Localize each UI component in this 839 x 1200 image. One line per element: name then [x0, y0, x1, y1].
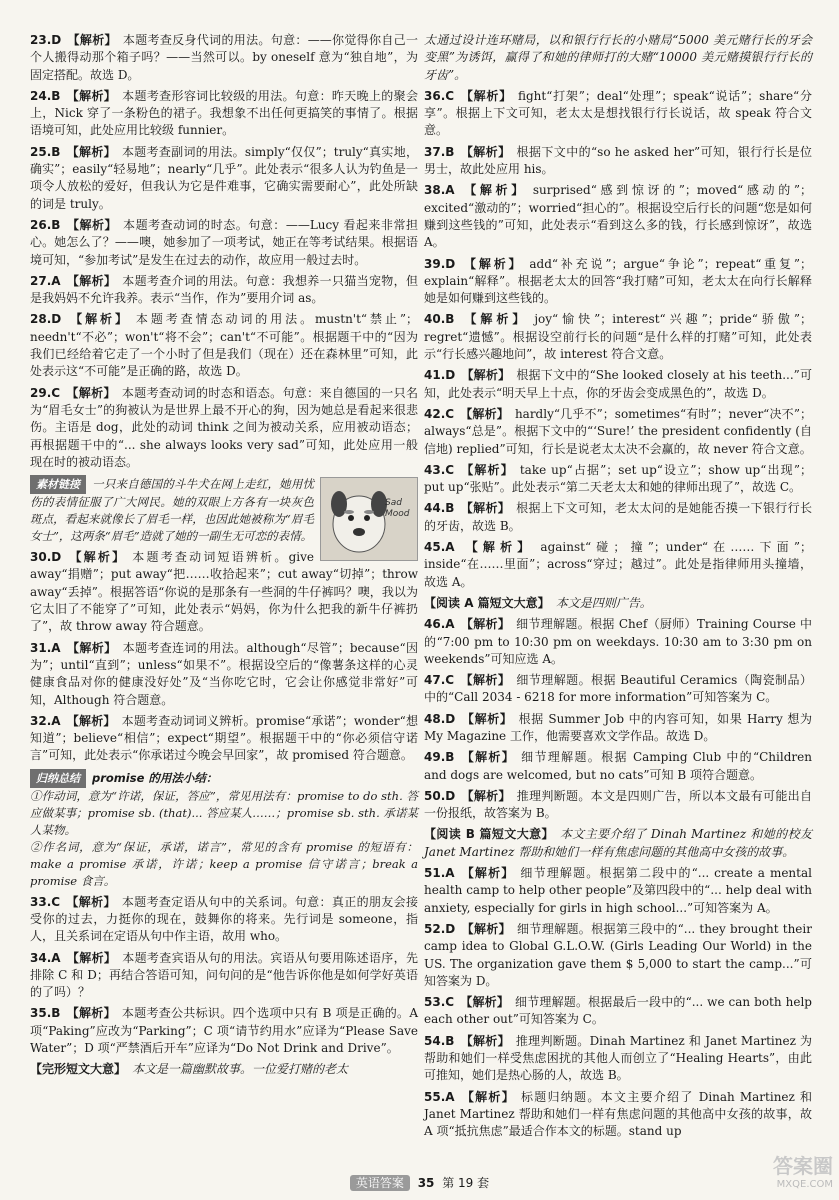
dog-caption: Sad Mood [385, 498, 410, 520]
watermark: 答案圈 MXQE.COM [773, 1154, 833, 1190]
entry-44: 44.B【 解析 】 根据上下文可知，老太太问的是她能否摸一下银行行长的牙齿，故选 B。 [424, 500, 812, 535]
entry-54: 54.B【 解析 】 推理判断题。Dinah Martinez 和 Janet Martinez 为帮助和她们一样受焦虑困扰的其他人而创立了“Healing Hearts”，由此可推知，她们是热心肠的人，故选 B。 [424, 1033, 812, 1085]
entry-34: 34.A【 解析 】 本题考查宾语从句的用法。宾语从句要用陈述语序，先排除 C 和 D；再结合答语可知，问句问的是“他告诉你他是如何学好英语的了吗）？ [30, 950, 418, 1002]
entry-55: 55.A【 解析 】 标题归纳题。本文主要介绍了 Dinah Martinez 和 Janet Martinez 帮助和她们一样有焦虑问题的其他高中女孩的故事，故 A 项“抵抗焦虑”最适合作本文的标题。stand up [424, 1089, 812, 1141]
entry-47: 47.C【 解析 】 细节理解题。根据 Beautiful Ceramics（陶瓷制品）中的“Call 2034 - 6218 for more information”可知答案为 C。 [424, 672, 812, 707]
entry-52: 52.D【 解析 】 细节理解题。根据第三段中的“... they brought their camp idea to Global G.L.O.W. (Girls Leading Our World) in the US. The organization gave them $ 5,000 to start the camp...”可知答案为 D。 [424, 921, 812, 990]
footer-brand: 英语答案 [350, 1175, 410, 1191]
entry-36: 36.C【 解析 】 fight“打架”；deal“处理”；speak“说话”；share“分享”。根据上下文可知，老太太是想找银行行长说话，故 speak 符合文意。 [424, 88, 812, 140]
entry-43: 43.C【 解析 】 take up“占据”；set up“设立”；show up“出现”；put up“张贴”。此处表示“第二天老太太和她的律师出现了”，故选 C。 [424, 462, 812, 497]
dog-photo [320, 477, 418, 561]
material-label: 素材链接 [30, 475, 86, 494]
summary-label: 归纳总结 [30, 769, 86, 788]
entry-49: 49.B【 解析 】 细节理解题。根据 Camping Club 中的“Children and dogs are welcomed, but no cats”可知 B 项符合题意。 [424, 749, 812, 784]
entry-39: 39.D【 解析 】 add“补充说”；argue“争论”；repeat“重复”；explain“解释”。根据老太太的回答“我打赌”可知，老太太在向行长解释她是如何赚到这些钱的。 [424, 256, 812, 308]
entry-38: 38.A【 解析 】 surprised“感到惊讶的”；moved“感动的”；excited“激动的”；worried“担心的”。根据设空后行长的问题“您是如何赚到这些钱的”可知，此处表示“看到这么多的钱，行长感到惊讶”，故选 A。 [424, 182, 812, 251]
entry-26: 26.B【 解析 】 本题考查动词的时态。句意：——Lucy 看起来非常担心。她怎么了？——噢，她参加了一项考试，她正在等考试结果。根据语境可知，“参加考试”是发生在过去的动作，故应用一般过去时。 [30, 217, 418, 269]
page-footer [0, 1174, 839, 1194]
entry-32: 32.A【 解析 】 本题考查动词词义辨析。promise“承诺”；wonder“想知道”；believe“相信”；expect“期望”。根据题干中的“你必须信守诺言”可知，此处表示“你承诺过今晚会早回家”，故 promised 符合题意。 [30, 713, 418, 765]
entry-45: 45.A【 解析 】 against“碰；撞”；under“在……下面”；inside“在……里面”；across“穿过；越过”。此处是指律师用头撞墙，故选 A。 [424, 539, 812, 591]
entry-48: 48.D【 解析 】 根据 Summer Job 中的内容可知，如果 Harry 想为 My Magazine 工作，他需要喜欢文学作品。故选 D。 [424, 711, 812, 746]
entry-41: 41.D【 解析 】 根据下文中的“She looked closely at his teeth...”可知，此处表示“明天早上十点，你的牙齿会变成黑色的”，故选 D。 [424, 367, 812, 402]
entry-29: 29.C【 解析 】 本题考查动词的时态和语态。句意：来自德国的一只名为“眉毛女士”的狗被认为是世界上最不开心的狗，因为她总是看起来很悲伤。主语是 dog，此处的动词 think 之间为被动关系，应用被动语态；再根据题干中的“... she always looks very sad”可知，此处应用一般现在时的被动语态。 [30, 385, 418, 471]
entry-37: 37.B【 解析 】 根据下文中的“so he asked her”可知，银行行长是位男士，故此处应用 his。 [424, 144, 812, 179]
cloze-summary-cont: 太通过设计连环赌局，以和银行行长的小赌局“5000 美元赌行长的牙会变黑”为诱饵，赢得了和她的律师打的大赌“10000 美元赌摸银行行长的牙齿”。 [424, 33, 812, 82]
summary-line-1: ①作动词，意为“许诺，保证，答应”，常见用法有：promise to do sth. 答应做某事；promise sb. (that)... 答应某人……；promise sb. sth. 承诺某人某物。 [30, 788, 418, 837]
left-column [30, 32, 418, 1083]
entry-24: 24.B【 解析 】 本题考查形容词比较级的用法。句意：昨天晚上的聚会上，Nick 穿了一条粉色的裙子。我想象不出任何更搞笑的事情了。根据语境可知，此处应用比较级 funnier。 [30, 88, 418, 140]
entry-53: 53.C【 解析 】 细节理解题。根据最后一段中的“... we can both help each other out”可知答案为 C。 [424, 994, 812, 1029]
right-column [424, 32, 812, 1145]
entry-28: 28.D【 解析 】 本题考查情态动词的用法。mustn't“禁止”；needn't“不必”；won't“将不会”；can't“不可能”。根据题干中的“因为我们已经给着它走了一个小时了但是我们（现在）还在森林里”可知，此处表示这“不可能”是正确的路，故选 D。 [30, 311, 418, 380]
set-number: 第 19 套 [442, 1176, 490, 1190]
entry-31: 31.A【 解析 】 本题考查连词的用法。although“尽管”；because“因为”；until“直到”；unless“如果不”。根据设空后的“像薯条这样的心灵健康食品对你的健康没好处”及“当你吃它时，它会让你感觉非常好”可知，Although 符合题意。 [30, 640, 418, 709]
entry-27: 27.A【 解析 】 本题考查介词的用法。句意：我想养一只猫当宠物，但是我妈妈不允许我养。表示“当作，作为”要用介词 as。 [30, 273, 418, 308]
entry-33: 33.C【 解析 】 本题考查定语从句中的关系词。句意：真正的朋友会接受你的过去，力挺你的现在，鼓舞你的将来。先行词是 someone，指人，且关系词在定语从句中作主语，故用 who。 [30, 894, 418, 946]
reading-a-summary: 【 阅读 A 篇短文大意 】 本文是四则广告。 [424, 595, 812, 612]
entry-30: 30.D【 解析 】 本题考查动词短语辨析。give away“捐赠”；put away“把……收拾起来”；cut away“切掉”；throw away“丢掉”。根据答语“你说的是那条有一些洞的牛仔裤吗？噢，我以为它太旧了不能穿了”可知，此处表示“妈妈，你为什么把我的新牛仔裤扔了”，故 throw away 符合题意。 [30, 549, 418, 635]
entry-40: 40.B【 解析 】 joy“愉快”；interest“兴趣”；pride“骄傲”；regret“遗憾”。根据设空前行长的问题“是什么样的打赌”可知，此处表示“行长感兴趣地问”，故 interest 符合文意。 [424, 311, 812, 363]
summary-box: 归纳总结 promise 的用法小结： ①作动词，意为“许诺，保证，答应”，常见用法有：promise to do sth. 答应做某事；promise sb. (that)... 答应某人……；promise sb. sth. 承诺某人某物。 ②作名词，意为“保证，承诺，诺言”，常见的含有 promise 的短语有：make a promise 承诺，许诺；keep a promise 信守诺言；break a promise 食言。 [30, 770, 418, 888]
material-link: Sad Mood 素材链接 一只来自德国的斗牛犬在网上走红，她用忧伤的表情征服了广大网民。她的双眼上方各有一块灰色斑点，看起来就像长了眉毛一样，也因此她被称为“眉毛女士”，这两条“眉毛”造就了她的一副生无可恋的表情。 [30, 475, 418, 545]
entry-46: 46.A【 解析 】 细节理解题。根据 Chef（厨师）Training Course 中的“7:00 pm to 10:30 pm on weekdays. 10:30 am to 3:30 pm on weekends”可知应选 A。 [424, 616, 812, 668]
entry-35: 35.B【 解析 】 本题考查公共标识。四个选项中只有 B 项是正确的。A 项“Paking”应改为“Parking”；C 项“请节约用水”应译为“Please Save Water”；D 项“严禁酒后开车”应译为“Do Not Drink and Drive”。 [30, 1005, 418, 1057]
reading-b-summary: 【 阅读 B 篇短文大意 】 本文主要介绍了 Dinah Martinez 和她的校友 Janet Martinez 帮助和她们一样有焦虑问题的其他高中女孩的故事。 [424, 826, 812, 861]
cloze-summary: 【 完形短文大意 】 本文是一篇幽默故事。一位爱打赌的老太 [30, 1061, 418, 1078]
summary-line-2: ②作名词，意为“保证，承诺，诺言”，常见的含有 promise 的短语有：make a promise 承诺，许诺；keep a promise 信守诺言；break a promise 食言。 [30, 839, 418, 888]
entry-25: 25.B【 解析 】 本题考查副词的用法。simply“仅仅”；truly“真实地，确实”；easily“轻易地”；nearly“几乎”。此处表示“很多人认为钓鱼是一项令人放松的爱好，但我认为它是件难事，它确实需要耐心”，此处所缺的词是 truly。 [30, 144, 418, 213]
entry-51: 51.A【 解析 】 细节理解题。根据第二段中的“... create a mental health camp to help other people”及第四段中的“... help deal with anxiety, especially for girls in high school...”可知答案为 A。 [424, 865, 812, 917]
entry-23: 23.D【 解析 】 本题考查反身代词的用法。句意：——你觉得你自己一个人搬得动那个箱子吗？——当然可以。by oneself 意为“独自地”，为固定搭配。故选 D。 [30, 32, 418, 84]
entry-50: 50.D【 解析 】 推理判断题。本文是四则广告，所以本文最有可能出自一份报纸，故答案为 B。 [424, 788, 812, 823]
entry-42: 42.C【 解析 】 hardly“几乎不”；sometimes“有时”；never“决不”；always“总是”。根据下文中的“‘Sure!’ the president confidently (自信地) replied”可知，行长是说老太太决不会赢的，故 never 符合文意。 [424, 406, 812, 458]
page-number: 35 [417, 1176, 435, 1190]
